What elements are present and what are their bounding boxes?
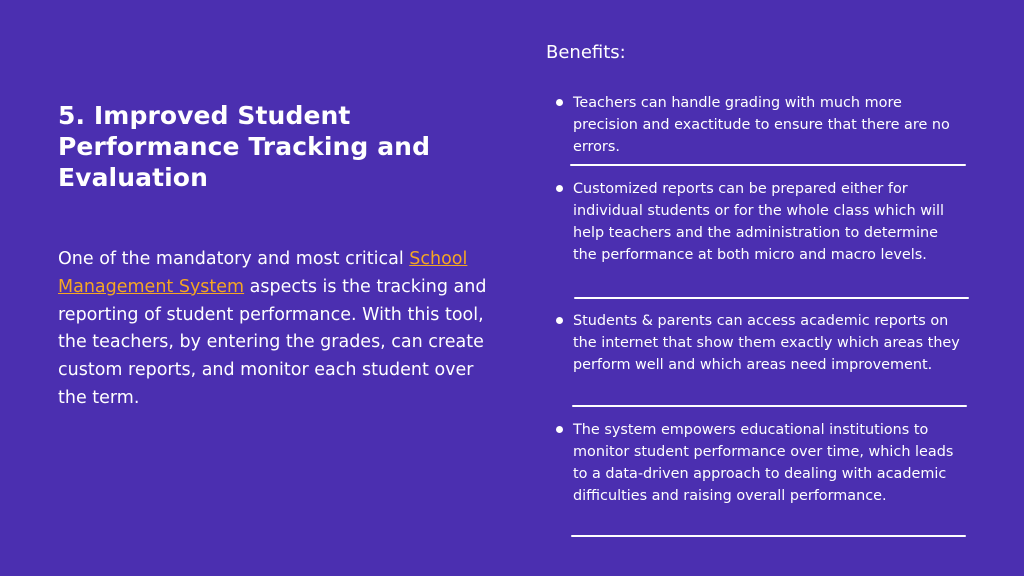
benefit-item bbox=[556, 310, 966, 376]
benefit-text: The system empowers educational institutions to monitor student performance over time, which leads to a data-driven approach to dealing with academic difficulties and raising overall performance. bbox=[573, 422, 954, 504]
benefit-text: Teachers can handle grading with much more precision and exactitude to ensure that there are no errors. bbox=[573, 95, 950, 155]
benefits-panel bbox=[546, 40, 976, 66]
divider-line bbox=[570, 164, 966, 166]
left-column bbox=[58, 100, 498, 193]
benefits-heading: Benefits: bbox=[546, 42, 626, 63]
benefit-item bbox=[556, 178, 966, 266]
divider-line bbox=[572, 405, 967, 407]
title-line-1: 5. Improved Student bbox=[58, 101, 351, 130]
school-management-system-link[interactable]: School Management System bbox=[58, 249, 468, 297]
bullet-icon bbox=[556, 317, 563, 324]
divider-line bbox=[574, 297, 969, 299]
benefit-text: Customized reports can be prepared either for individual students or for the whole class which will help teachers and the administration to determine the performance at both micro and macro levels. bbox=[573, 181, 945, 263]
benefit-text: Students & parents can access academic reports on the internet that show them exactly which areas they perform well and which areas need improvement. bbox=[573, 313, 960, 373]
title-line-2: Performance Tracking and bbox=[58, 132, 431, 161]
bullet-icon bbox=[556, 426, 563, 433]
bullet-icon bbox=[556, 185, 563, 192]
benefit-item bbox=[556, 92, 966, 158]
slide-title bbox=[58, 100, 498, 193]
body-paragraph bbox=[58, 246, 498, 413]
body-text-after-link: aspects is the tracking and reporting of student performance. With this tool, the teachers, by entering the grades, can create custom reports, and monitor each student over the term. bbox=[58, 276, 487, 408]
benefit-item bbox=[556, 419, 966, 507]
bullet-icon bbox=[556, 99, 563, 106]
body-text-before-link: One of the mandatory and most critical bbox=[58, 249, 410, 269]
title-line-3: Evaluation bbox=[58, 163, 208, 192]
divider-line bbox=[571, 535, 966, 537]
